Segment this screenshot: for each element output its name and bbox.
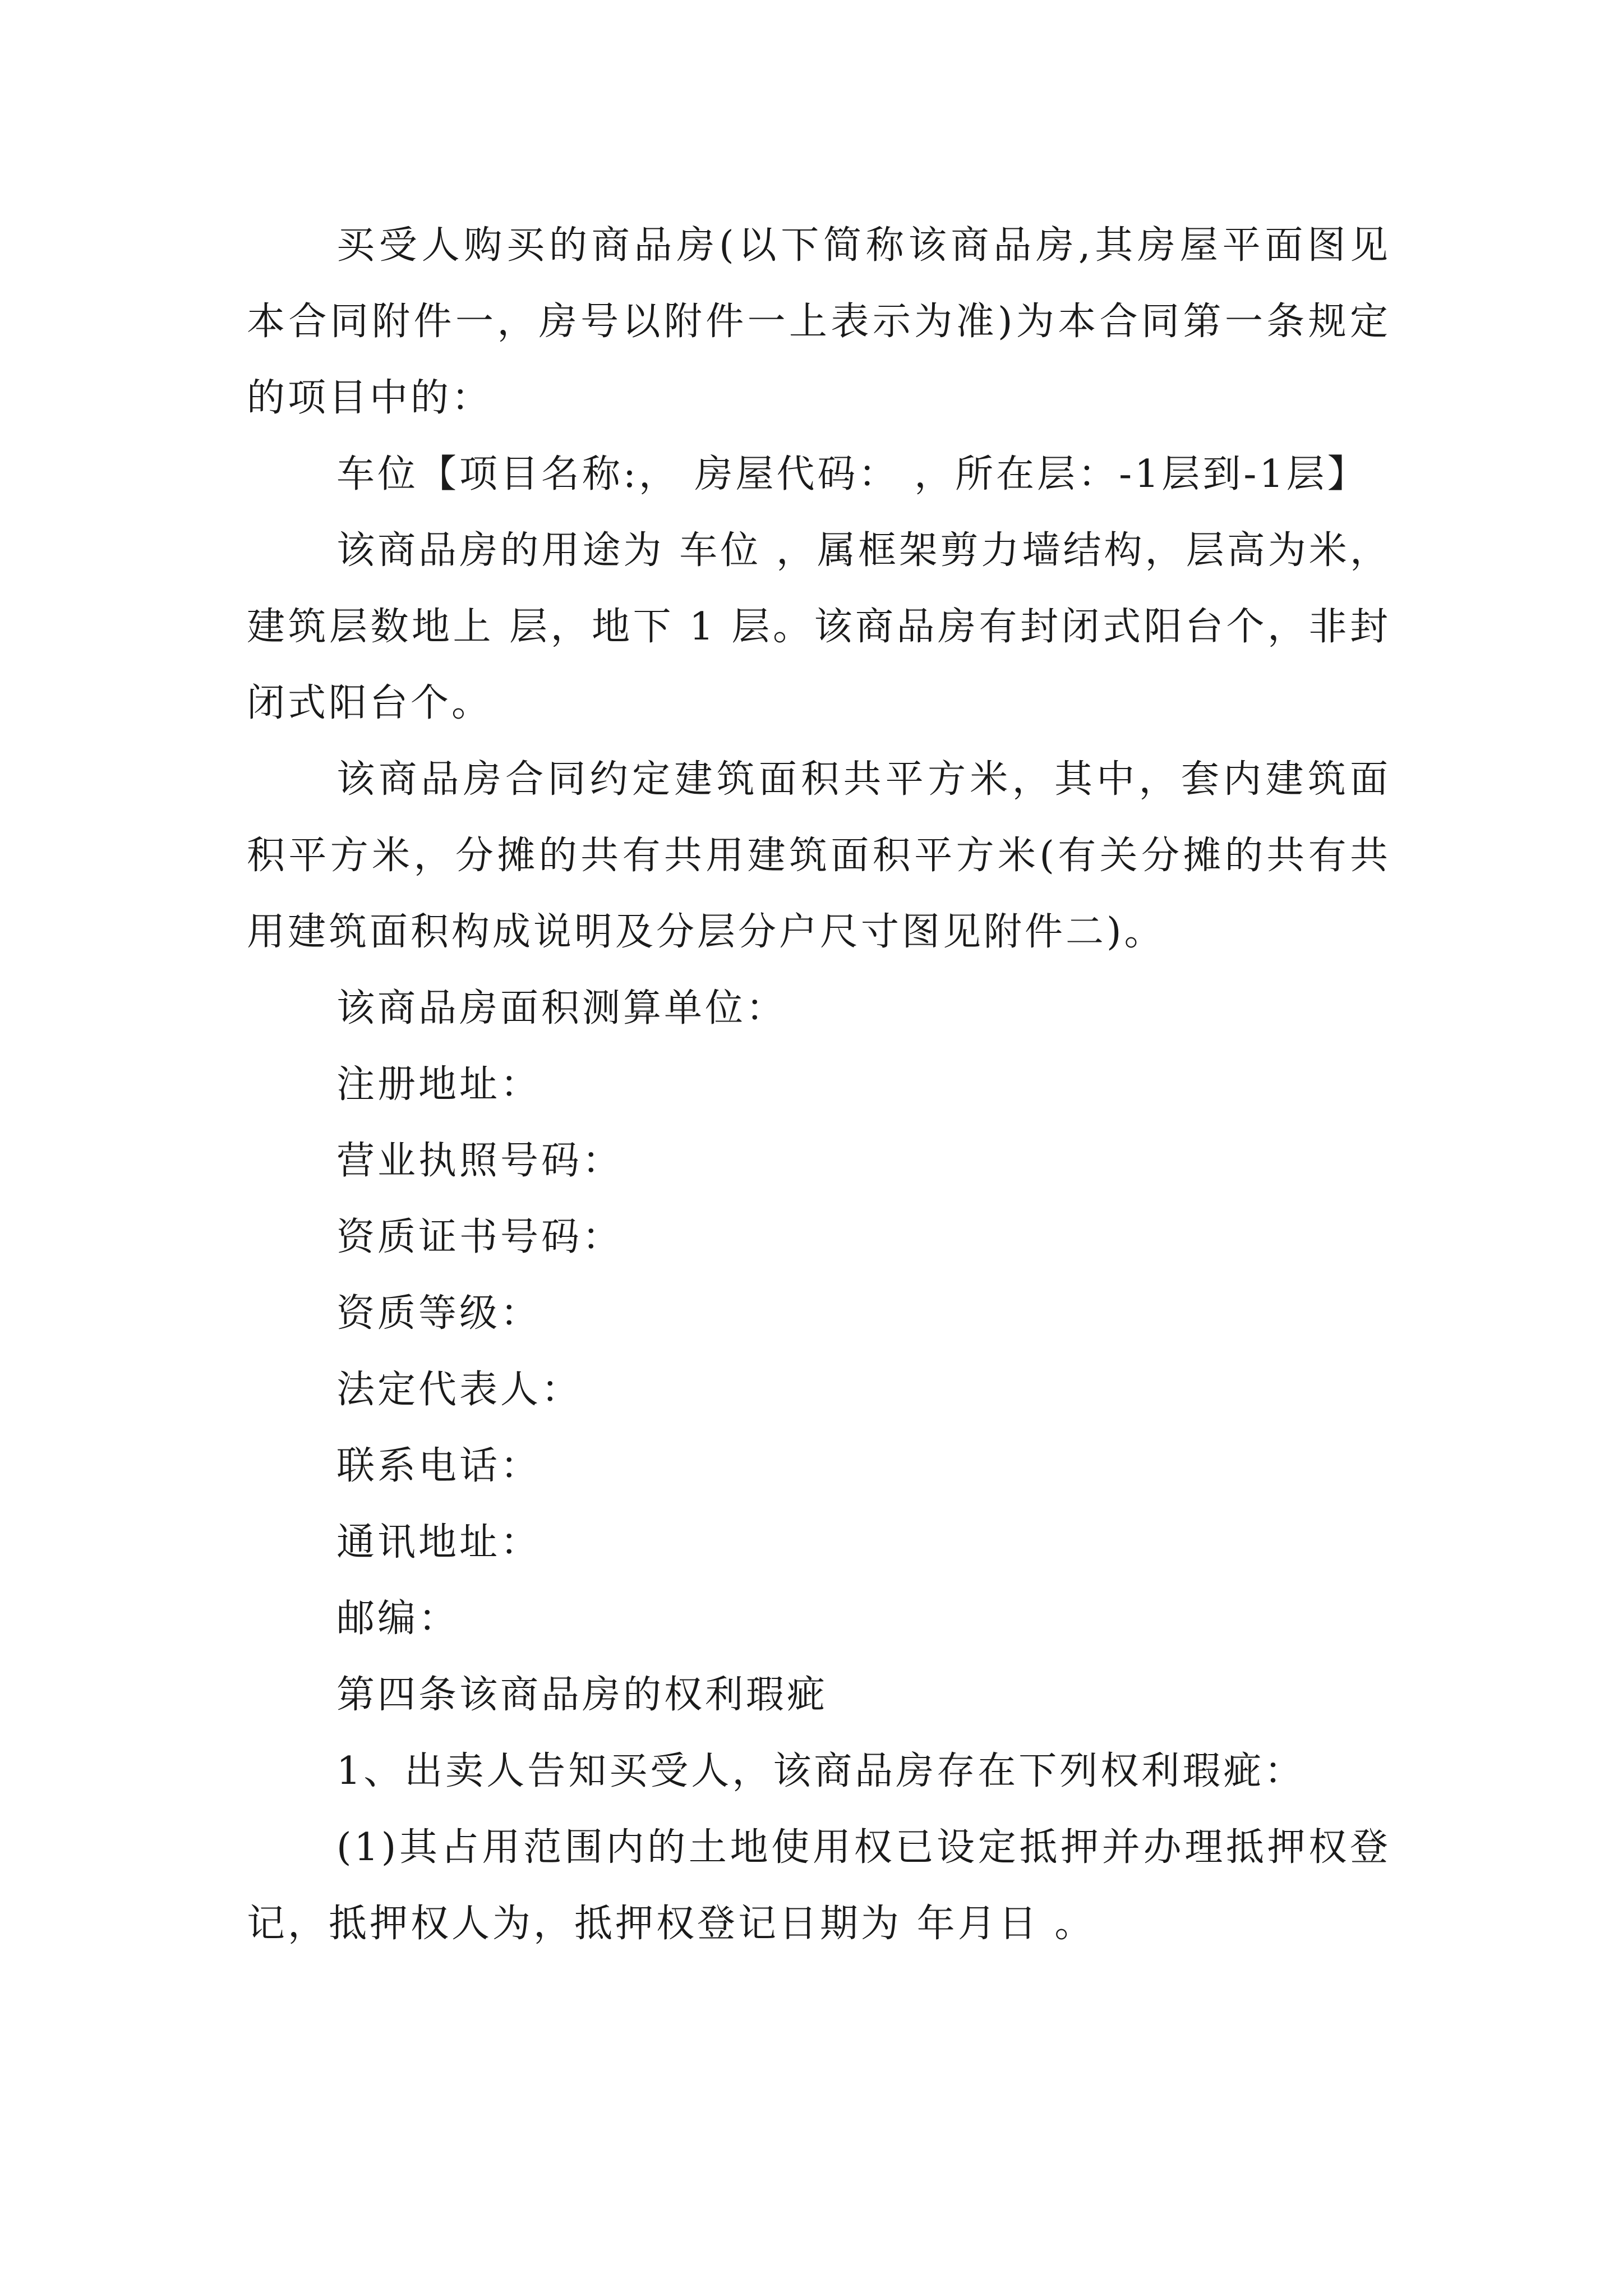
paragraph-registered-address: 注册地址：	[336, 1062, 542, 1107]
paragraph-purchase-description: 买受人购买的商品房(以下简称该商品房,其房屋平面图见本合同附件一，房号以附件一上表示为准)为本合同第一条规定的项目中的：	[247, 223, 1391, 420]
paragraph-qualification-cert: 资质证书号码：	[336, 1215, 624, 1259]
paragraph-mailing-address: 通讯地址：	[336, 1520, 542, 1565]
paragraph-parking-space: 车位【项目名称:， 房屋代码： ，所在层：-1层到-1层】	[336, 452, 1368, 496]
paragraph-building-area: 该商品房合同约定建筑面积共平方米，其中，套内建筑面积平方米，分摊的共有共用建筑面积平方米(有关分摊的共有共用建筑面积构成说明及分层分户尺寸图见附件二)。	[247, 757, 1391, 954]
paragraph-contact-phone: 联系电话：	[336, 1444, 542, 1488]
paragraph-defects-notice: 1、出卖人告知买受人，该商品房存在下列权利瑕疵：	[336, 1749, 1306, 1793]
document-page	[247, 208, 1391, 1962]
paragraph-business-license: 营业执照号码：	[336, 1139, 624, 1183]
paragraph-article-four-heading: 第四条该商品房的权利瑕疵	[336, 1673, 828, 1717]
paragraph-qualification-level: 资质等级：	[336, 1291, 542, 1336]
paragraph-postcode: 邮编：	[336, 1596, 460, 1641]
paragraph-survey-unit: 该商品房面积测算单位：	[336, 986, 787, 1030]
paragraph-legal-representative: 法定代表人：	[336, 1368, 583, 1412]
paragraph-mortgage-clause: (1)其占用范围内的土地使用权已设定抵押并办理抵押权登记，抵押权人为，抵押权登记日期为 年月日 。	[247, 1825, 1391, 1946]
paragraph-usage-structure: 该商品房的用途为 车位 ，属框架剪力墙结构，层高为米，建筑层数地上 层，地下 1 层。该商品房有封闭式阳台个，非封闭式阳台个。	[247, 528, 1391, 725]
